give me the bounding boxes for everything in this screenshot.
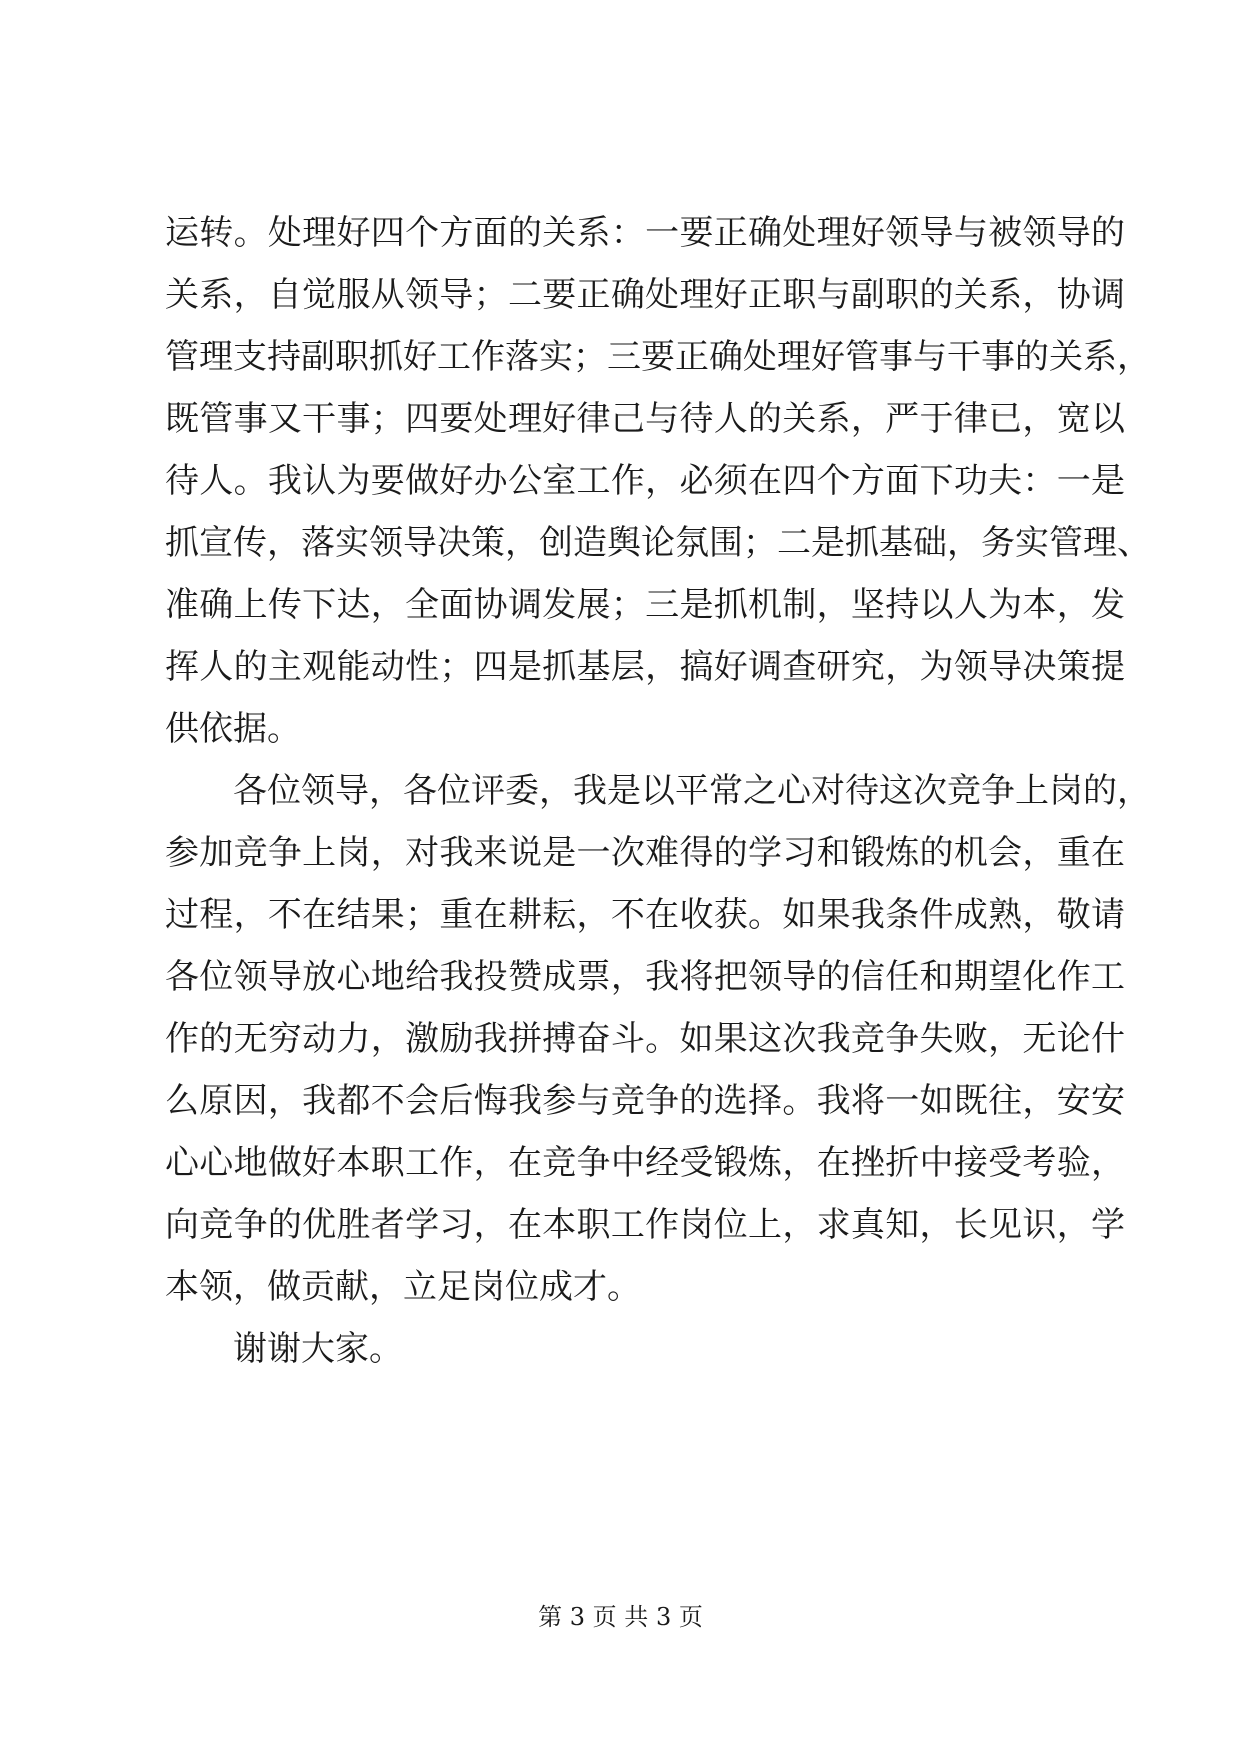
text-line: 谢谢大家。: [233, 1329, 403, 1369]
text-line: 关系，自觉服从领导；二要正确处理好正职与副职的关系，协调: [165, 275, 1125, 315]
text-line: 准确上传下达，全面协调发展；三是抓机制，坚持以人为本，发: [165, 585, 1125, 625]
text-line: 作的无穷动力，激励我拼搏奋斗。如果这次我竞争失败，无论什: [165, 1019, 1125, 1059]
text-line: 待人。我认为要做好办公室工作，必须在四个方面下功夫：一是: [165, 461, 1125, 501]
text-line: 挥人的主观能动性；四是抓基层，搞好调查研究，为领导决策提: [165, 647, 1125, 687]
text-line: 抓宣传，落实领导决策，创造舆论氛围；二是抓基础，务实管理、: [165, 523, 1151, 563]
page-footer: 第 3 页 共 3 页: [538, 1603, 703, 1631]
text-line: 参加竞争上岗，对我来说是一次难得的学习和锻炼的机会，重在: [165, 833, 1125, 873]
text-line: 心心地做好本职工作，在竞争中经受锻炼，在挫折中接受考验，: [165, 1143, 1125, 1183]
text-line: 过程，不在结果；重在耕耘，不在收获。如果我条件成熟，敬请: [165, 895, 1125, 935]
text-line: 么原因，我都不会后悔我参与竞争的选择。我将一如既往，安安: [165, 1081, 1125, 1121]
text-line: 各位领导，各位评委，我是以平常之心对待这次竞争上岗的，: [233, 771, 1151, 811]
text-line: 向竞争的优胜者学习，在本职工作岗位上，求真知，长见识，学: [165, 1205, 1125, 1245]
text-line: 本领，做贡献，立足岗位成才。: [165, 1267, 641, 1307]
text-line: 既管事又干事；四要处理好律己与待人的关系，严于律已，宽以: [165, 399, 1125, 439]
text-line: 供依据。: [165, 709, 301, 749]
text-line: 管理支持副职抓好工作落实；三要正确处理好管事与干事的关系，: [165, 337, 1151, 377]
text-line: 运转。处理好四个方面的关系：一要正确处理好领导与被领导的: [165, 213, 1125, 253]
text-line: 各位领导放心地给我投赞成票，我将把领导的信任和期望化作工: [165, 957, 1125, 997]
